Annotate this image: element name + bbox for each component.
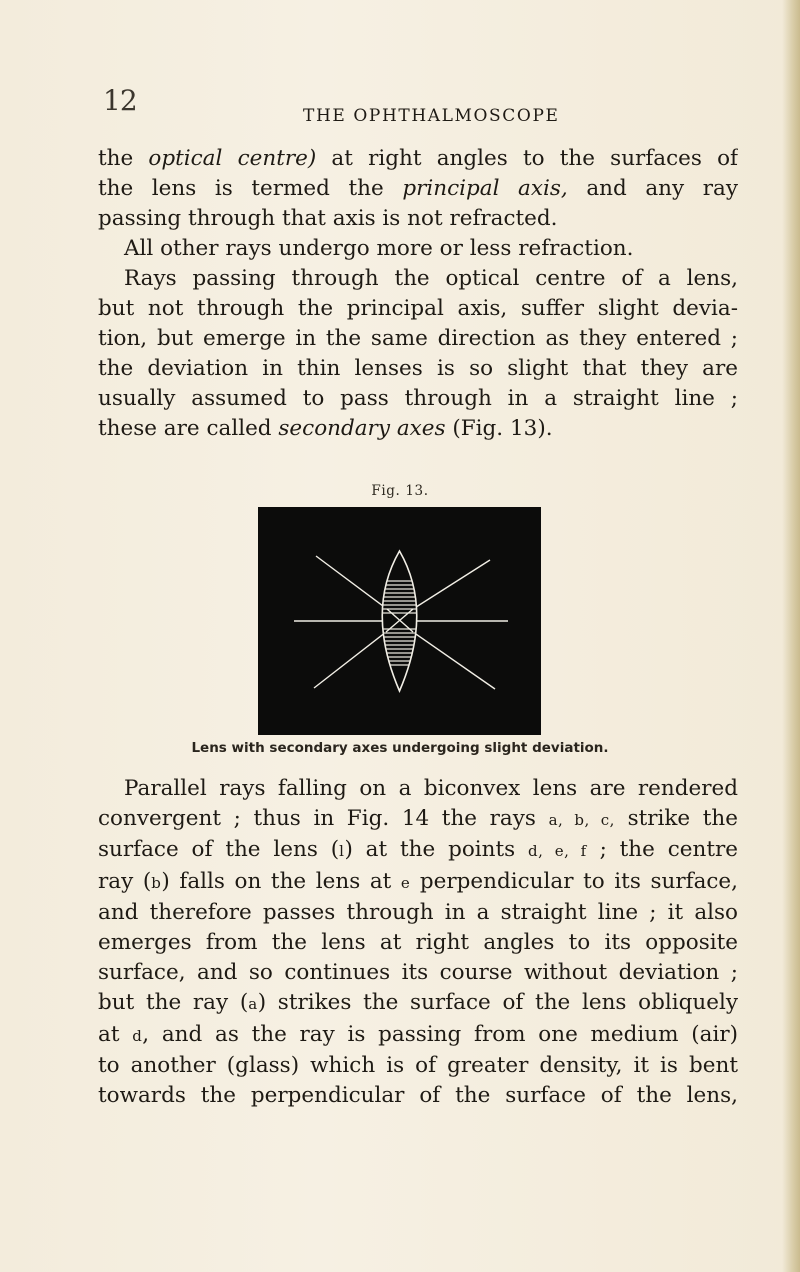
text-line: All other rays undergo more or less refraction.	[124, 236, 634, 261]
text-line	[98, 144, 738, 174]
text-line: emerges from the lens at right angles to its opposite	[98, 930, 738, 956]
text-run: ; the centre	[586, 837, 738, 863]
text-run: ) falls on the lens at	[161, 868, 401, 894]
small-caps-label: e	[400, 873, 411, 892]
text-line	[98, 835, 738, 866]
text-run: at right angles to the surfaces of	[316, 146, 738, 171]
text-run: surface of the lens (	[98, 837, 340, 863]
text-line: the deviation in thin lenses is so slight that they are	[98, 356, 738, 381]
text-run: perpendicular to its surface,	[410, 868, 738, 894]
text-run: convergent ; thus in Fig. 14 the rays	[98, 806, 549, 832]
text-run: ) strikes the surface of the lens obliquely	[257, 990, 738, 1016]
text-line	[98, 867, 738, 898]
running-head: THE OPHTHALMOSCOPE	[303, 106, 560, 126]
italic-term: secondary axes	[278, 416, 446, 441]
text-line: but not through the principal axis, suffer slight devia-	[98, 296, 738, 321]
figure-lens-diagram	[258, 507, 541, 735]
italic-term: optical centre)	[148, 146, 317, 171]
figure-caption: Lens with secondary axes undergoing slight deviation.	[191, 740, 609, 756]
figure-label: Fig. 13.	[371, 483, 429, 499]
text-run: , and as the ray is passing from one medium (air)	[142, 1021, 738, 1047]
text-line: usually assumed to pass through in a straight line ;	[98, 386, 738, 411]
text-run: ray (	[98, 868, 152, 894]
text-line: Parallel rays falling on a biconvex lens are rendered	[124, 776, 738, 801]
small-caps-label: b	[151, 873, 162, 892]
text-line	[98, 988, 738, 1019]
italic-term: principal axis,	[402, 176, 568, 201]
text-line	[98, 1020, 738, 1051]
small-caps-label: a, b, c,	[548, 811, 615, 830]
lens-diagram-svg	[258, 507, 541, 735]
text-line	[98, 174, 738, 204]
text-run: these are called	[98, 416, 279, 441]
small-caps-label: l	[339, 842, 345, 861]
text-run: strike the	[614, 806, 738, 832]
small-caps-label: d, e, f	[528, 842, 587, 861]
text-line: surface, and so continues its course without deviation ;	[98, 960, 738, 986]
text-run: ) at the points	[344, 837, 529, 863]
text-line: towards the perpendicular of the surface of the lens,	[98, 1083, 738, 1109]
page-number: 12	[103, 84, 137, 117]
text-run: but the ray (	[98, 990, 249, 1016]
text-block-top	[98, 144, 738, 444]
text-line	[98, 414, 738, 444]
text-run: and any ray	[567, 176, 738, 201]
text-line: passing through that axis is not refracted.	[98, 206, 558, 231]
secondary-axis-ray-lower-left	[314, 632, 386, 688]
page-edge-shadow	[782, 0, 800, 1272]
text-line: to another (glass) which is of greater density, it is bent	[98, 1052, 738, 1078]
text-run: (Fig. 13).	[445, 416, 553, 441]
text-line: Rays passing through the optical centre of a lens,	[124, 266, 738, 291]
text-line	[98, 804, 738, 835]
text-run: at	[98, 1021, 133, 1047]
text-line: and therefore passes through in a straight line ; it also	[98, 899, 738, 925]
small-caps-label: d	[132, 1026, 143, 1045]
text-block-bottom	[98, 774, 738, 1111]
secondary-axis-ray-lower-right	[413, 632, 495, 689]
text-line: tion, but emerge in the same direction as they entered ;	[98, 326, 738, 351]
secondary-axis-ray-upper-left	[316, 556, 387, 609]
small-caps-label: a	[248, 995, 258, 1014]
secondary-axis-ray-upper-right	[413, 560, 490, 609]
text-run: the lens is termed the	[98, 176, 403, 201]
text-run: the	[98, 146, 149, 171]
